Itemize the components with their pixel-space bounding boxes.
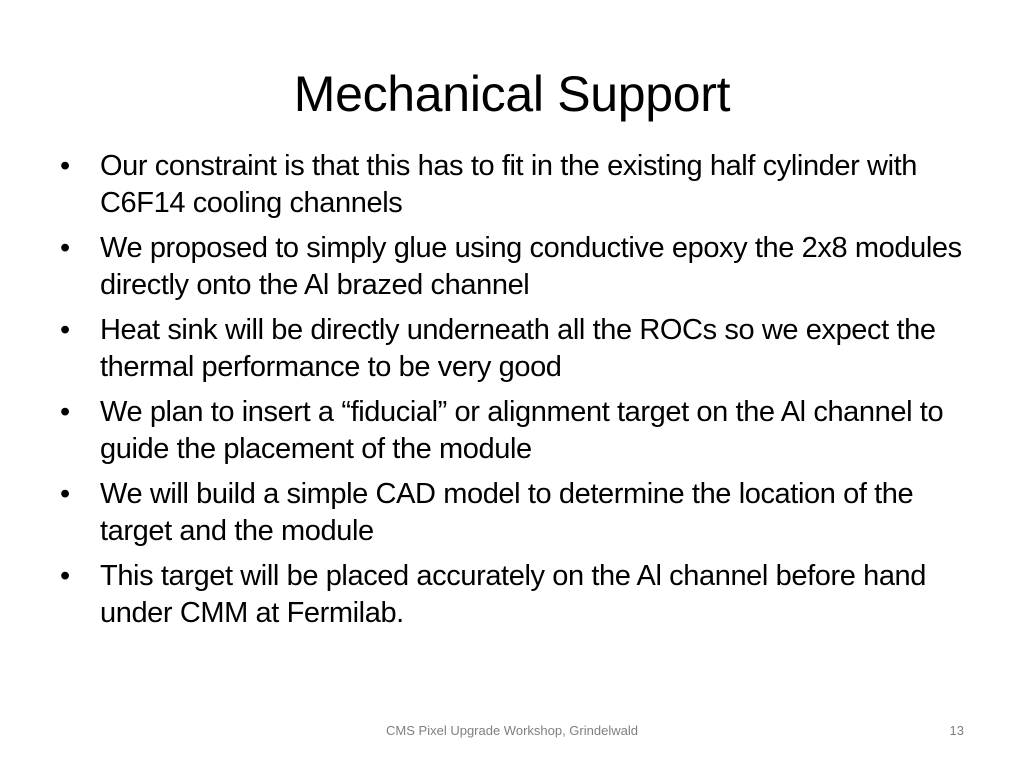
bullet-text: Our constraint is that this has to fit in the existing half cylinder with C6F14 cooling channels (100, 150, 918, 219)
bullet-item (60, 394, 980, 468)
bullet-item (60, 312, 980, 386)
bullet-item (60, 558, 980, 632)
bullet-text: We will build a simple CAD model to determine the location of the target and the module (100, 478, 914, 547)
bullet-text: We plan to insert a “fiducial” or alignment target on the Al channel to guide the placement of the module (100, 396, 944, 465)
bullet-text: Heat sink will be directly underneath all the ROCs so we expect the thermal performance to be very good (100, 314, 936, 383)
slide-number: 13 (949, 723, 964, 738)
slide-title: Mechanical Support (293, 66, 731, 122)
bullet-marker: • (60, 314, 70, 346)
bullet-marker: • (60, 478, 70, 510)
bullet-text: We proposed to simply glue using conductive epoxy the 2x8 modules directly onto the Al brazed channel (100, 232, 962, 301)
bullet-item (60, 230, 980, 304)
bullet-marker: • (60, 396, 70, 428)
bullet-marker: • (60, 150, 70, 182)
bullet-marker: • (60, 232, 70, 264)
bullet-text: This target will be placed accurately on the Al channel before hand under CMM at Fermilab. (100, 560, 927, 629)
bullet-list (60, 148, 980, 640)
bullet-item (60, 476, 980, 550)
bullet-item (60, 148, 980, 222)
bullet-marker: • (60, 560, 70, 592)
footer-text: CMS Pixel Upgrade Workshop, Grindelwald (386, 723, 638, 738)
